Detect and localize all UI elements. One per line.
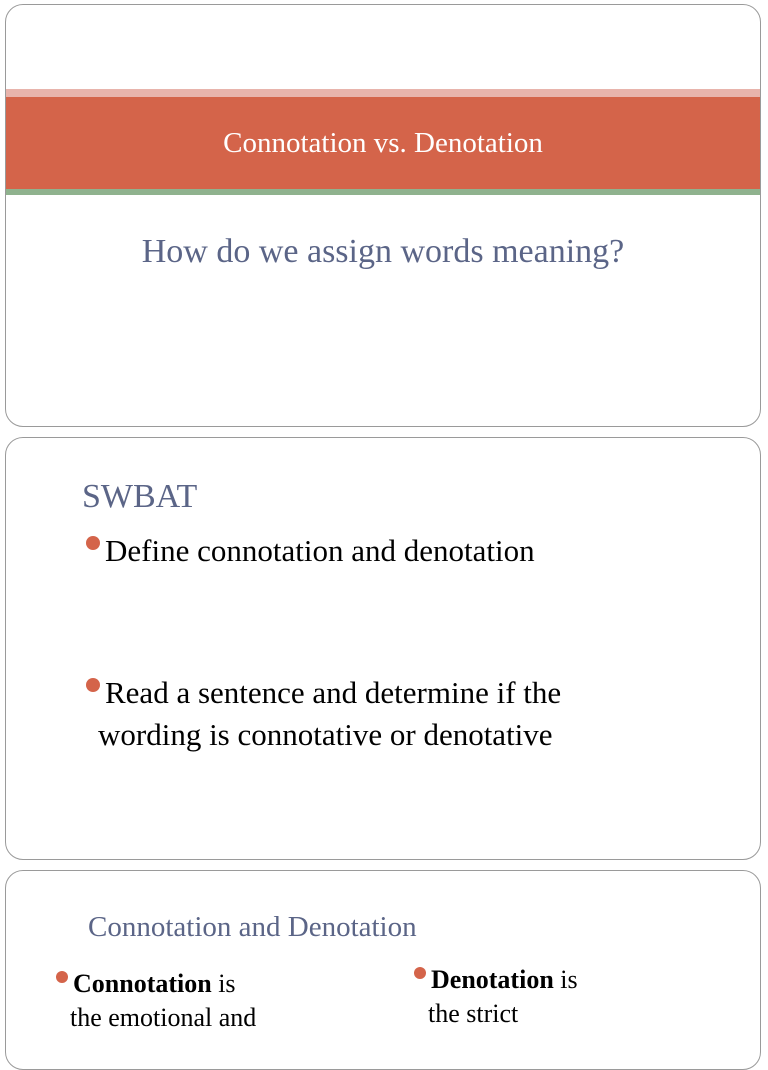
denotation-term: Denotation: [431, 965, 554, 994]
connotation-definition: the emotional and: [70, 1003, 257, 1032]
denotation-definition: the strict: [428, 999, 519, 1028]
bullet-dot-icon: [414, 967, 426, 979]
title-band-bottom-stripe: [6, 189, 760, 195]
bullet-dot-icon: [86, 536, 100, 550]
denotation-is: is: [553, 965, 578, 994]
bullet-text: Read a sentence and determine if the: [105, 675, 562, 710]
bullet-text-continuation: wording is connotative or denotative: [98, 717, 553, 752]
slide-1-title: Connotation vs. Denotation: [223, 126, 543, 159]
slide-2: [5, 437, 761, 860]
title-band-top-stripe: [6, 89, 760, 97]
connotation-term: Connotation: [73, 969, 212, 998]
bullet-item: [86, 530, 726, 572]
bullet-item: [86, 672, 726, 756]
bullet-dot-icon: [86, 678, 100, 692]
bullet-text: Define connotation and denotation: [105, 533, 535, 568]
slide-2-title: SWBAT: [82, 478, 198, 515]
connotation-column: [56, 967, 356, 1035]
connotation-is: is: [211, 969, 236, 998]
slide-3: [5, 870, 761, 1070]
slide-3-title: Connotation and Denotation: [88, 911, 417, 943]
slide-1-subtitle: How do we assign words meaning?: [141, 233, 625, 270]
bullet-dot-icon: [56, 971, 68, 983]
denotation-column: [414, 963, 734, 1031]
slide-1: [5, 4, 761, 427]
